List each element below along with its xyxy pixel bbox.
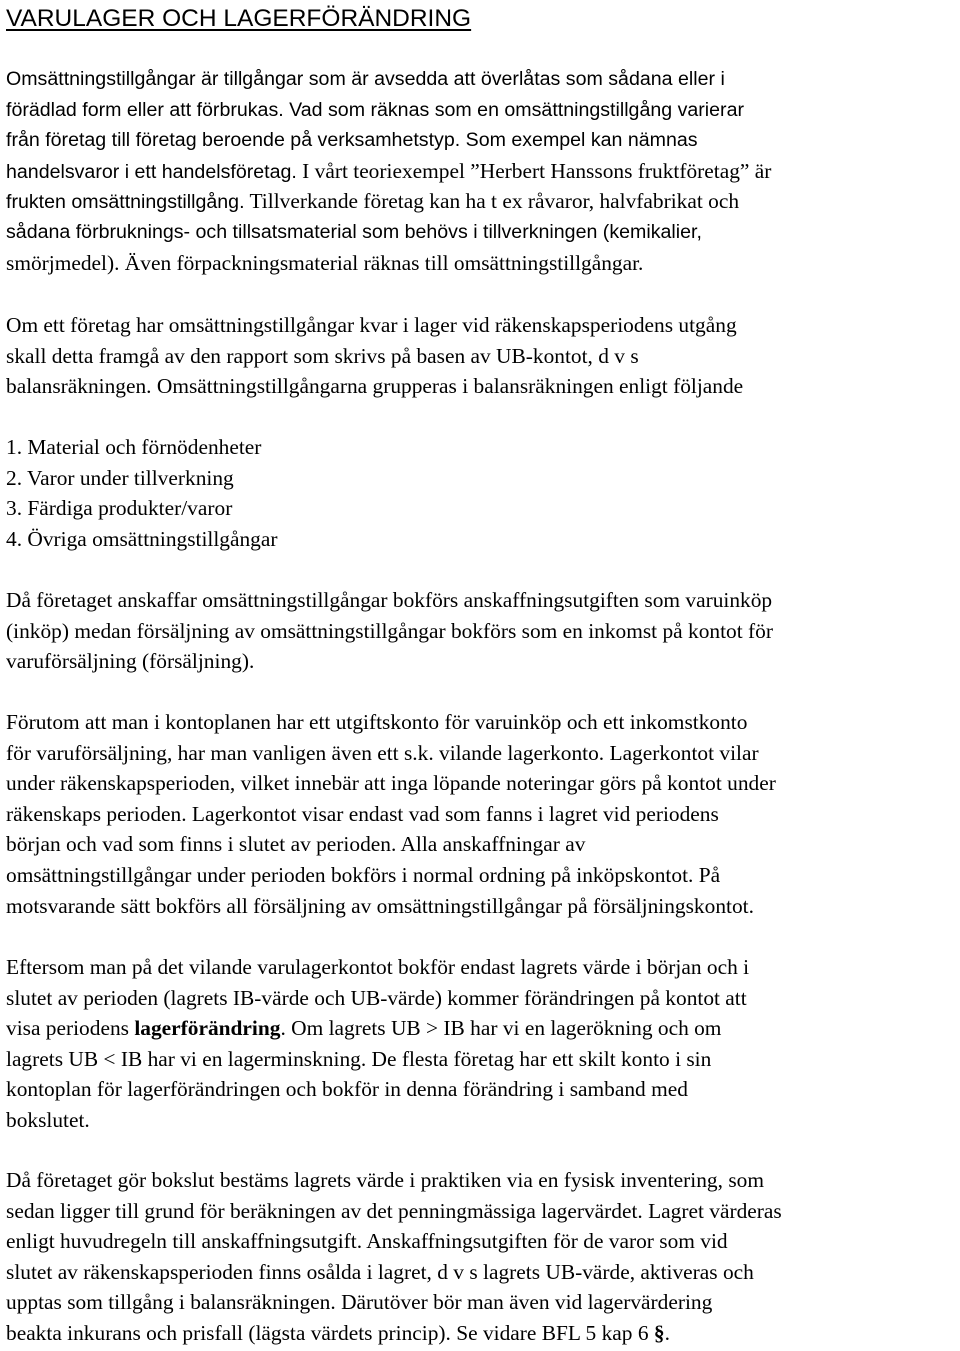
- list-item: 2. Varor under tillverkning: [6, 465, 234, 490]
- text-line: Eftersom man på det vilande varulagerkontot bokför endast lagrets värde i början och i: [6, 955, 750, 979]
- document-page: [6, 0, 956, 1345]
- text-run: beakta inkurans och prisfall (lägsta värdets princip). Se vidare BFL 5 kap 6: [6, 1320, 654, 1345]
- text-run: visa periodens: [6, 1016, 135, 1041]
- text-line: balansräkningen. Omsättningstillgångarna grupperas i balansräkningen enligt följande: [6, 374, 744, 399]
- text-line: Då företaget gör bokslut bestäms lagrets värde i praktiken via en fysisk inventering, som: [6, 1168, 764, 1192]
- numbered-list: [6, 432, 956, 554]
- list-item: 1. Material och förnödenheter: [6, 435, 262, 459]
- paragraph-purchases: [6, 585, 956, 677]
- list-item: 4. Övriga omsättningstillgångar: [6, 526, 278, 551]
- text-line: förädlad form eller att förbrukas. Vad som räknas som en omsättningstillgång varierar: [6, 98, 744, 121]
- text-line: Då företaget anskaffar omsättningstillgångar bokförs anskaffningsutgiften som varuinköp: [6, 588, 773, 612]
- text-run: frukten omsättningstillgång.: [6, 191, 245, 214]
- text-line: varuförsäljning (försäljning).: [6, 649, 255, 674]
- text-line: [6, 186, 956, 217]
- text-line: slutet av räkenskapsperioden finns osålda i lagret, d v s lagrets UB-värde, aktiveras och: [6, 1259, 754, 1284]
- text-run: . Om lagrets UB > IB har vi en lagerökning och om: [280, 1016, 722, 1041]
- text-line: Förutom att man i kontoplanen har ett utgiftskonto för varuinköp och ett inkomstkonto: [6, 710, 748, 734]
- text-line: [6, 1318, 956, 1349]
- text-line: skall detta framgå av den rapport som skrivs på basen av UB-kontot, d v s: [6, 343, 639, 368]
- paragraph-inventory-change: [6, 952, 956, 1136]
- text-line: enligt huvudregeln till anskaffningsutgift. Anskaffningsutgiften för de varor som vid: [6, 1229, 728, 1254]
- paragraph-balance-sheet: [6, 310, 956, 402]
- text-line: bokslutet.: [6, 1107, 90, 1132]
- text-line: upptas som tillgång i balansräkningen. Därutöver bör man även vid lagervärdering: [6, 1290, 713, 1315]
- text-line: sedan ligger till grund för beräkningen av det penningmässiga lagervärdet. Lagret värderas: [6, 1198, 782, 1223]
- section-sign: §: [653, 1320, 665, 1345]
- paragraph-inventory-account: [6, 707, 956, 921]
- text-line: [6, 156, 956, 187]
- text-line: sådana förbruknings- och tillsatsmaterial som behövs i tillverkningen (kemikalier,: [6, 220, 702, 243]
- list-item: 3. Färdiga produkter/varor: [6, 496, 233, 521]
- paragraph-valuation: [6, 1165, 956, 1349]
- text-line: slutet av perioden (lagrets IB-värde och UB-värde) kommer förändringen på kontot att: [6, 985, 747, 1010]
- text-line: (inköp) medan försäljning av omsättningstillgångar bokförs som en inkomst på kontot för: [6, 618, 773, 643]
- text-run: I vårt teoriexempel ”Herbert Hanssons fruktföretag” är: [296, 158, 772, 183]
- text-line: kontoplan för lagerförändringen och bokför in denna förändring i samband med: [6, 1077, 688, 1102]
- text-run: handelsvaror i ett handelsföretag.: [6, 160, 297, 183]
- text-line: [6, 1013, 956, 1044]
- text-line: från företag till företag beroende på verksamhetstyp. Som exempel kan nämnas: [6, 129, 698, 152]
- text-line: motsvarande sätt bokförs all försäljning av omsättningstillgångar på försäljningskontot.: [6, 893, 754, 918]
- text-line: Omsättningstillgångar är tillgångar som är avsedda att överlåtas som sådana eller i: [6, 68, 725, 90]
- document-title: VARULAGER OCH LAGERFÖRÄNDRING: [6, 5, 472, 32]
- text-line: räkenskaps perioden. Lagerkontot visar endast vad som fanns i lagret vid periodens: [6, 801, 719, 826]
- text-line: under räkenskapsperioden, vilket innebär att inga löpande noteringar görs på kontot under: [6, 771, 776, 796]
- text-line: början och vad som finns i slutet av perioden. Alla anskaffningar av: [6, 832, 586, 857]
- text-line: för varuförsäljning, har man vanligen även ett s.k. vilande lagerkonto. Lagerkontot vilar: [6, 740, 759, 765]
- bold-term: lagerförändring: [134, 1016, 281, 1041]
- text-run: Tillverkande företag kan ha t ex råvaror, halvfabrikat och: [244, 189, 740, 214]
- text-line: Om ett företag har omsättningstillgångar kvar i lager vid räkenskapsperiodens utgång: [6, 313, 737, 337]
- text-line: smörjmedel). Även förpackningsmaterial räknas till omsättningstillgångar.: [6, 250, 644, 275]
- text-run: .: [664, 1320, 670, 1345]
- text-line: omsättningstillgångar under perioden bokförs i normal ordning på inköpskontot. På: [6, 862, 721, 887]
- paragraph-intro: [6, 64, 956, 278]
- text-line: lagrets UB < IB har vi en lagerminskning. De flesta företag har ett skilt konto i sin: [6, 1046, 712, 1071]
